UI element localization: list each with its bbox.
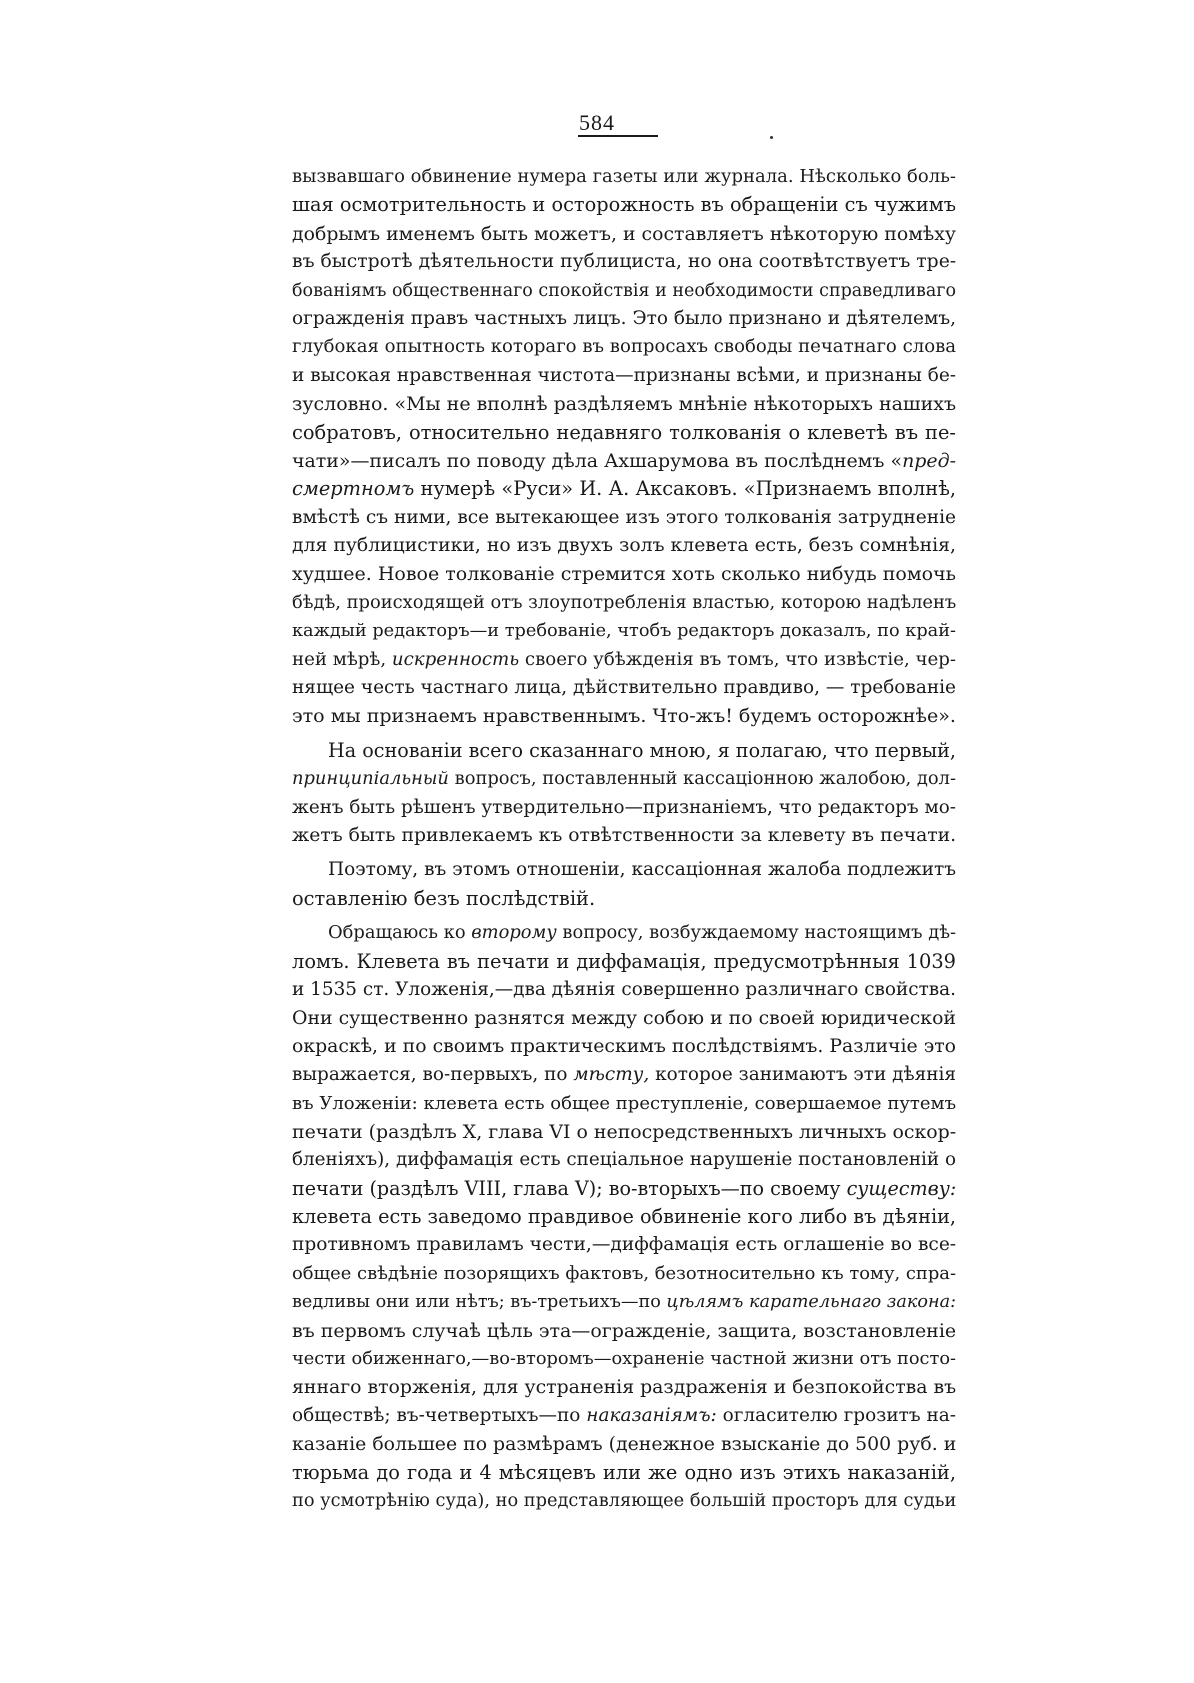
italic-text: наказаніямъ: [586,1404,717,1426]
text-line [292,362,956,390]
text-line [292,1487,956,1515]
text-segment: добрымъ именемъ быть можетъ, и составляетъ нѣкоторую помѣху [292,222,956,245]
text-segment: тюрьма до года и 4 мѣсяцевъ или же одно изъ этихъ наказаній, [292,1460,956,1484]
text-segment: собратовъ, относительно недавняго толкованія о клеветѣ въ пе- [292,420,956,444]
text-segment: огражденія правъ частныхъ лицъ. Это было признано и дѣятелемъ, [292,307,956,329]
text-segment: бованіямъ общественнаго спокойствія и необходимости справедливаго [292,280,956,301]
text-segment: ломъ. Клевета въ печати и диффамація, предусмотрѣнныя 1039 [292,949,956,973]
text-line [292,560,956,588]
paragraph [292,856,956,913]
text-segment: Поэтому, въ этомъ отношеніи, кассаціонная жалоба подлежитъ [328,859,956,881]
text-line [292,1203,956,1231]
text-segment: Обращаюсь ко [328,922,472,944]
text-line [292,191,956,219]
text-segment: нящее честь частнаго лица, дѣйствительно правдиво, — требованіе [292,677,956,699]
text-segment: огласителю грозитъ на- [716,1404,956,1426]
text-segment: яннаго вторженія, для устраненія раздраженія и безпокойства въ [292,1376,956,1399]
text-segment: своего убѣжденія въ томъ, что извѣстіе, чер- [519,648,956,670]
text-line [292,919,956,947]
text-segment: въ быстротѣ дѣятельности публициста, но она соотвѣтствуетъ тре- [292,251,956,273]
text-line [292,1033,956,1061]
paragraph [292,919,956,1515]
text-segment: общее свѣдѣніе позорящихъ фактовъ, безотносительно къ тому, спра- [292,1262,956,1284]
print-speck [770,136,773,139]
italic-text: искренность [391,648,520,670]
text-line [292,674,956,702]
text-segment: Они существенно разнятся между собою и по своей юридической [292,1007,956,1030]
text-segment: ней мѣрѣ, [292,648,392,670]
text-line [292,1260,956,1288]
text-line [292,737,956,765]
italic-text: смертномъ [292,477,415,501]
text-segment: вмѣстѣ съ ними, все вытекающее изъ этого толкованія затрудненіе [292,506,956,528]
text-segment: шая осмотрительность и осторожность въ обращеніи съ чужимъ [292,193,956,217]
text-line [292,1402,956,1430]
text-segment: казаніе большее по размѣрамъ (денежное взысканіе до 500 руб. и [292,1433,956,1456]
paragraph [292,737,956,851]
text-line [292,390,956,418]
text-line [292,248,956,276]
text-line [292,1061,956,1089]
text-segment: женъ быть рѣшенъ утвердительно—признаніемъ, что редакторъ мо- [292,796,956,818]
text-segment: и высокая нравственная чистота—признаны всѣми, и признаны бе- [292,364,956,386]
text-line [292,475,956,503]
text-line [292,532,956,560]
paragraph [292,163,956,731]
text-segment: худшее. Новое толкованіе стремится хоть сколько нибудь помочь [292,563,956,586]
text-line [292,220,956,248]
text-segment: обществѣ; въ-четвертыхъ—по [292,1404,587,1426]
text-line [292,277,956,305]
text-segment: вопросъ, поставленный кассаціонною жалобою, дол- [448,768,956,790]
text-line [292,856,956,884]
text-line [292,1231,956,1259]
text-line [292,1146,956,1174]
text-segment: ведливы они или нѣтъ; въ-третьихъ—по [292,1292,667,1313]
text-line [292,646,956,674]
text-line [292,1090,956,1118]
text-line [292,589,956,617]
text-line [292,1288,956,1316]
text-segment: зусловно. «Мы не вполнѣ раздѣляемъ мнѣніе нѣкоторыхъ нашихъ [292,393,956,416]
text-line [292,163,956,191]
text-segment: бленіяхъ), диффамація есть спеціальное нарушеніе постановленій о [292,1149,956,1171]
text-segment: оставленію безъ послѣдствій. [292,886,596,910]
italic-text: существу: [846,1176,956,1200]
text-line [292,1004,956,1032]
page-number-rule [578,135,658,137]
text-segment: жетъ быть привлекаемъ къ отвѣтственности за клевету въ печати. [292,824,956,846]
text-line [292,948,956,976]
text-segment: выражается, во-первыхъ, по [292,1064,574,1086]
text-segment: чести обиженнаго,—во-второмъ—охраненіе частной жизни отъ посто- [292,1349,956,1370]
text-line [292,885,956,913]
text-segment: глубокая опытность котораго въ вопросахъ свободы печатнаго слова [292,336,956,358]
italic-text: мѣсту, [573,1064,650,1086]
text-segment: печати (раздѣлъ X, глава VI о непосредственныхъ личныхъ оскор- [292,1120,956,1143]
text-segment: вызвавшаго обвинение нумера газеты или журнала. Нѣсколько боль- [292,166,956,187]
text-line [292,702,956,730]
italic-text: пред- [902,449,956,472]
text-segment: и 1535 ст. Уложенія,—два дѣянія совершенно различнаго свойства. [292,978,956,1000]
text-segment: вопросу, возбуждаемому настоящимъ дѣ- [556,922,956,944]
italic-text: принципіальный [292,768,449,790]
text-segment: противномъ правиламъ чести,—диффамація есть оглашеніе во все- [292,1234,956,1256]
text-line [292,1373,956,1401]
text-line [292,447,956,475]
text-segment: въ первомъ случаѣ цѣль эта—огражденіе, защита, возстановленіе [292,1319,956,1342]
text-line [292,333,956,361]
text-line [292,305,956,333]
text-segment: окраскѣ, и по своимъ практическимъ послѣдствіямъ. Различіе это [292,1035,956,1057]
text-line [292,794,956,822]
text-segment: На основаніи всего сказаннаго мною, я полагаю, что первый, [328,738,956,762]
text-line [292,617,956,645]
text-segment: каждый редакторъ—и требованіе, чтобъ редакторъ доказалъ, по край- [292,621,956,642]
text-line [292,419,956,447]
text-line [292,822,956,850]
text-line [292,1430,956,1458]
text-segment: клевета есть заведомо правдивое обвиненіе кого либо въ дѣяніи, [292,1205,956,1229]
text-line [292,976,956,1004]
text-segment: которое занимаютъ эти дѣянія [649,1064,956,1086]
text-line [292,504,956,532]
text-segment: въ Уложеніи: клевета есть общее преступленіе, совершаемое путемъ [292,1092,956,1114]
text-line [292,1317,956,1345]
body-text [292,163,956,1515]
text-segment: чати»—писалъ по поводу дѣла Ахшарумова въ послѣднемъ « [292,449,903,472]
text-segment: нумерѣ «Руси» И. А. Аксаковъ. «Признаемъ вполнѣ, [414,477,956,501]
text-segment: для публицистики, но изъ двухъ золъ клевета есть, безъ сомнѣнія, [292,535,956,557]
text-line [292,1118,956,1146]
text-segment: бѣдѣ, происходящей отъ злоупотребленія властью, которою надѣленъ [292,591,956,613]
page-number: 584 [579,110,615,135]
text-segment: по усмотрѣнію суда), но представляющее большій просторъ для судьи [292,1490,956,1511]
italic-text: второму [471,922,557,944]
text-segment: печати (раздѣлъ VIII, глава V); во-вторыхъ—по своему [292,1176,847,1200]
text-line [292,1345,956,1373]
text-line [292,765,956,793]
text-segment: это мы признаемъ нравственнымъ. Что-жъ! будемъ осторожнѣе». [292,705,956,728]
text-line [292,1175,956,1203]
text-line [292,1459,956,1487]
italic-text: цѣлямъ карательнаго закона: [666,1292,956,1313]
